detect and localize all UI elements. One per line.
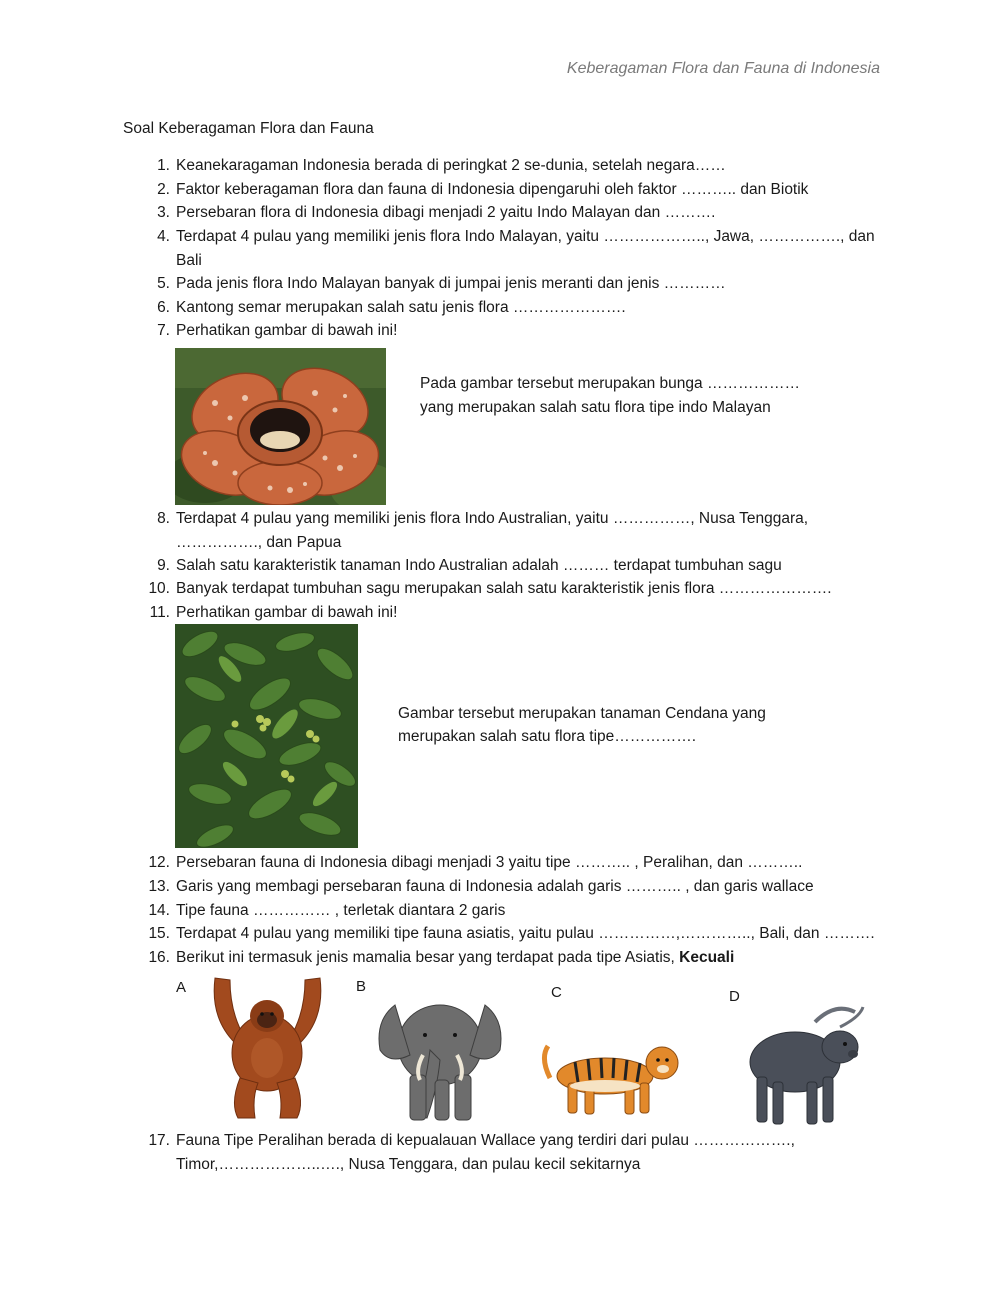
option-a-label: A (176, 979, 187, 996)
question-text: Keanekaragaman Indonesia berada di peringkat 2 se-dunia, setelah negara…… (176, 157, 726, 174)
question-text: Kantong semar merupakan salah satu jenis flora …………………. (176, 299, 626, 316)
question-number: 16. (148, 949, 170, 966)
question-2 (146, 178, 866, 202)
option-c-label: C (551, 984, 562, 1001)
buffalo-image (745, 1002, 865, 1127)
question-number: 15. (148, 925, 170, 942)
question-16-text: Berikut ini termasuk jenis mamalia besar yang terdapat pada tipe Asiatis, (176, 949, 675, 966)
orangutan-image (200, 968, 335, 1123)
option-d-label: D (729, 988, 740, 1005)
question-17 (146, 1129, 836, 1176)
tiger-image (540, 1038, 685, 1118)
question-text (176, 946, 866, 970)
question-number: 13. (148, 878, 170, 895)
question-1 (146, 154, 866, 178)
q7-caption-line1: Pada gambar tersebut merupakan bunga ……………… (420, 375, 800, 392)
question-text: Persebaran fauna di Indonesia dibagi menjadi 3 yaitu tipe ……….. , Peralihan, dan ……….. (176, 854, 803, 871)
elephant-image (375, 980, 505, 1125)
question-number: 3. (157, 204, 170, 221)
question-15 (146, 922, 886, 946)
question-6 (146, 296, 866, 320)
question-text: Banyak terdapat tumbuhan sagu merupakan salah satu karakteristik jenis flora …………………. (176, 580, 832, 597)
question-number: 9. (157, 557, 170, 574)
question-text: Terdapat 4 pulau yang memiliki tipe fauna asiatis, yaitu pulau ……………,………….., Bali, dan ………. (176, 925, 875, 942)
q7-caption-line2: yang merupakan salah satu flora tipe indo Malayan (420, 399, 771, 416)
question-14 (146, 899, 866, 923)
q11-caption-line1: Gambar tersebut merupakan tanaman Cendana yang (398, 705, 766, 722)
question-text: Perhatikan gambar di bawah ini! (176, 604, 398, 621)
question-4 (146, 225, 876, 272)
sandalwood-image (175, 624, 358, 848)
question-number: 11. (149, 604, 170, 621)
question-number: 14. (148, 902, 170, 919)
question-text: Terdapat 4 pulau yang memiliki jenis flora Indo Malayan, yaitu ……………….., Jawa, ……………., dan Bali (176, 228, 875, 269)
rafflesia-image (175, 348, 386, 505)
question-number: 8. (157, 510, 170, 527)
question-number: 2. (157, 181, 170, 198)
question-13 (146, 875, 866, 899)
question-number: 12. (148, 854, 170, 871)
option-b-label: B (356, 978, 367, 995)
question-text: Perhatikan gambar di bawah ini! (176, 322, 398, 339)
question-5 (146, 272, 866, 296)
question-number: 17. (148, 1132, 170, 1149)
page-header: Keberagaman Flora dan Fauna di Indonesia (566, 60, 880, 77)
question-text: Fauna Tipe Peralihan berada di kepualauan Wallace yang terdiri dari pulau ………………., Timor,………………..…., Nusa Tenggara, dan pulau kecil sekitarnya (176, 1132, 795, 1173)
question-text: Garis yang membagi persebaran fauna di Indonesia adalah garis ……….. , dan garis wallace (176, 878, 814, 895)
question-number: 7. (157, 322, 170, 339)
question-text: Salah satu karakteristik tanaman Indo Australian adalah ……… terdapat tumbuhan sagu (176, 557, 782, 574)
question-text: Tipe fauna …………… , terletak diantara 2 garis (176, 902, 506, 919)
question-16-emphasis: Kecuali (679, 949, 735, 966)
q11-caption-line2: merupakan salah satu flora tipe……………. (398, 728, 697, 745)
question-text: Pada jenis flora Indo Malayan banyak di jumpai jenis meranti dan jenis ………… (176, 275, 726, 292)
question-number: 6. (157, 299, 170, 316)
question-11 (146, 601, 866, 625)
question-number: 5. (157, 275, 170, 292)
question-10 (146, 577, 866, 601)
question-number: 10. (148, 580, 170, 597)
question-16 (146, 946, 866, 970)
question-number: 1. (157, 157, 170, 174)
question-12 (146, 851, 866, 875)
question-7 (146, 319, 866, 343)
question-9 (146, 554, 866, 578)
question-text: Terdapat 4 pulau yang memiliki jenis flora Indo Australian, yaitu ……………, Nusa Tenggara, ……………., dan Papua (176, 510, 809, 551)
question-8 (146, 507, 866, 554)
question-text: Faktor keberagaman flora dan fauna di Indonesia dipengaruhi oleh faktor ……….. dan Biotik (176, 181, 809, 198)
document-title: Soal Keberagaman Flora dan Fauna (123, 120, 374, 137)
question-number: 4. (157, 228, 170, 245)
question-3 (146, 201, 866, 225)
question-text: Persebaran flora di Indonesia dibagi menjadi 2 yaitu Indo Malayan dan ………. (176, 204, 716, 221)
